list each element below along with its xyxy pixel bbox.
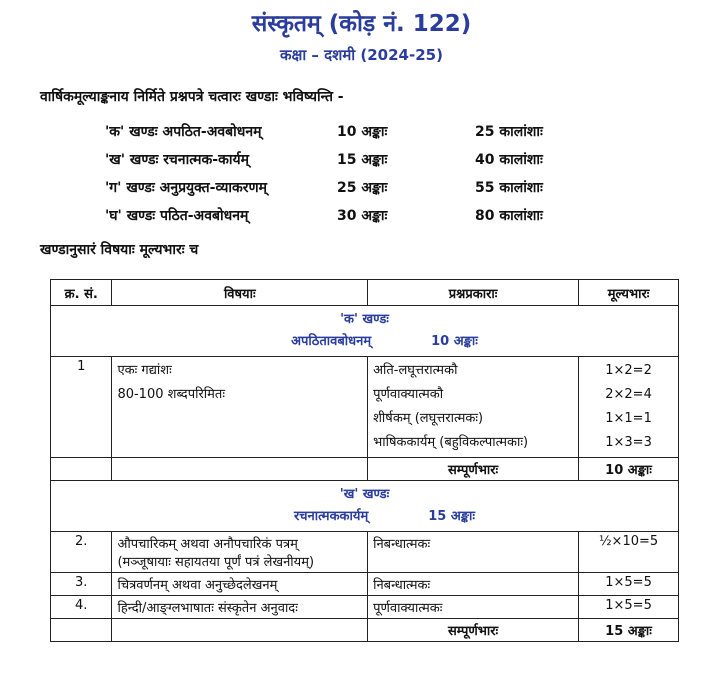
section-summary [105,122,605,234]
header-question-types: प्रश्नप्रकाराः [368,280,579,306]
table-row [51,596,679,619]
section-row-ga [105,178,605,206]
section-b-title: रचनात्मककार्यम् [293,509,369,524]
row-serial: 1 [51,357,112,458]
section-periods: 25 कालांशाः [475,124,543,140]
row-question-types [368,357,579,458]
row-question-type: निबन्धात्मकः [368,573,579,596]
row-question-type: निबन्धात्मकः [368,532,579,573]
empty-cell [112,619,368,642]
question-type: भाषिककार्यम् (बहुविकल्पात्मकाः) [373,435,529,450]
topic-line: एकः गद्यांशः [117,363,172,378]
row-weightage [579,357,679,458]
section-periods: 55 कालांशाः [475,180,543,196]
section-periods: 40 कालांशाः [475,152,543,168]
section-b-total-row [51,619,679,642]
section-periods: 80 कालांशाः [475,208,543,224]
class-subtitle: कक्षा – दशमी (2024-25) [280,46,443,64]
section-row-ka [105,122,605,150]
section-marks: 15 अङ्काः [337,152,388,168]
row-serial: 4. [51,596,112,619]
question-type: पूर्णवाक्यात्मकौ [373,387,444,402]
row-question-type: पूर्णवाक्यात्मकः [368,596,579,619]
row-topic: हिन्दी/आङ्ग्लभाषातः संस्कृतेन अनुवादः [112,596,368,619]
weight-value: 1×3=3 [605,435,652,450]
section-name: 'ख' खण्डः रचनात्मक-कार्यम् [105,152,249,168]
row-serial: 2. [51,532,112,573]
section-a-title: अपठितावबोधनम् [291,334,372,349]
row-topic [112,532,368,573]
header-topics: विषयाः [112,280,368,306]
row-serial: 3. [51,573,112,596]
total-value: 10 अङ्काः [579,458,679,481]
section-b-heading [51,481,679,532]
section-name: 'क' खण्डः अपठित-अवबोधनम् [105,124,262,140]
section-a-heading-row [51,306,679,357]
section-b-label: 'ख' खण्डः [339,487,390,502]
topic-line: (मञ्जूषायाः सहायतया पूर्णं पत्रं लेखनीयम्) [117,555,315,570]
table-row [51,573,679,596]
section-marks: 25 अङ्काः [337,180,388,196]
section-b-heading-row [51,481,679,532]
page-title: संस्कृतम् (कोड़ नं. 122) [251,11,472,37]
section-row-gha [105,206,605,234]
question-type: शीर्षकम् (लघूत्तरात्मकः) [373,411,484,426]
row-topic: चित्रवर्णनम् अथवा अनुच्छेदलेखनम् [112,573,368,596]
section-b-marks: 15 अङ्काः [428,509,475,524]
total-value: 15 अङ्काः [579,619,679,642]
weight-value: 1×2=2 [605,363,652,378]
table-row [51,532,679,573]
section-marks: 10 अङ्काः [337,124,388,140]
row-topic [112,357,368,458]
section-a-marks: 10 अङ्काः [431,334,478,349]
weight-value: 2×2=4 [605,387,652,402]
section-name: 'ग' खण्डः अनुप्रयुक्त-व्याकरणम् [105,180,267,196]
weight-value: 1×1=1 [605,411,652,426]
section-a-total-row [51,458,679,481]
empty-cell [112,458,368,481]
section-marks: 30 अङ्काः [337,208,388,224]
distribution-heading: खण्डानुसारं विषयाः मूल्यभारः च [40,242,199,258]
topic-line: औपचारिकम् अथवा अनौपचारिकं पत्रम् [117,537,298,552]
table-row [51,357,679,458]
empty-cell [51,619,112,642]
total-label: सम्पूर्णभारः [368,619,579,642]
section-row-kha [105,150,605,178]
section-a-heading [51,306,679,357]
table-header-row [51,280,679,306]
row-weightage: 1×5=5 [579,573,679,596]
topic-line: 80-100 शब्दपरिमितः [117,387,225,402]
header-serial: क्र. सं. [51,280,112,306]
section-name: 'घ' खण्डः पठित-अवबोधनम् [105,208,249,224]
marks-table [50,279,679,642]
header-weightage: मूल्यभारः [579,280,679,306]
section-a-label: 'क' खण्डः [340,312,389,327]
total-label: सम्पूर्णभारः [368,458,579,481]
row-weightage: 1×5=5 [579,596,679,619]
row-weightage: ½×10=5 [579,532,679,573]
empty-cell [51,458,112,481]
intro-text: वार्षिकमूल्याङ्कनाय निर्मिते प्रश्नपत्रे चत्वारः खण्डाः भविष्यन्ति - [40,89,344,105]
question-type: अति-लघूत्तरात्मकौ [373,363,458,378]
